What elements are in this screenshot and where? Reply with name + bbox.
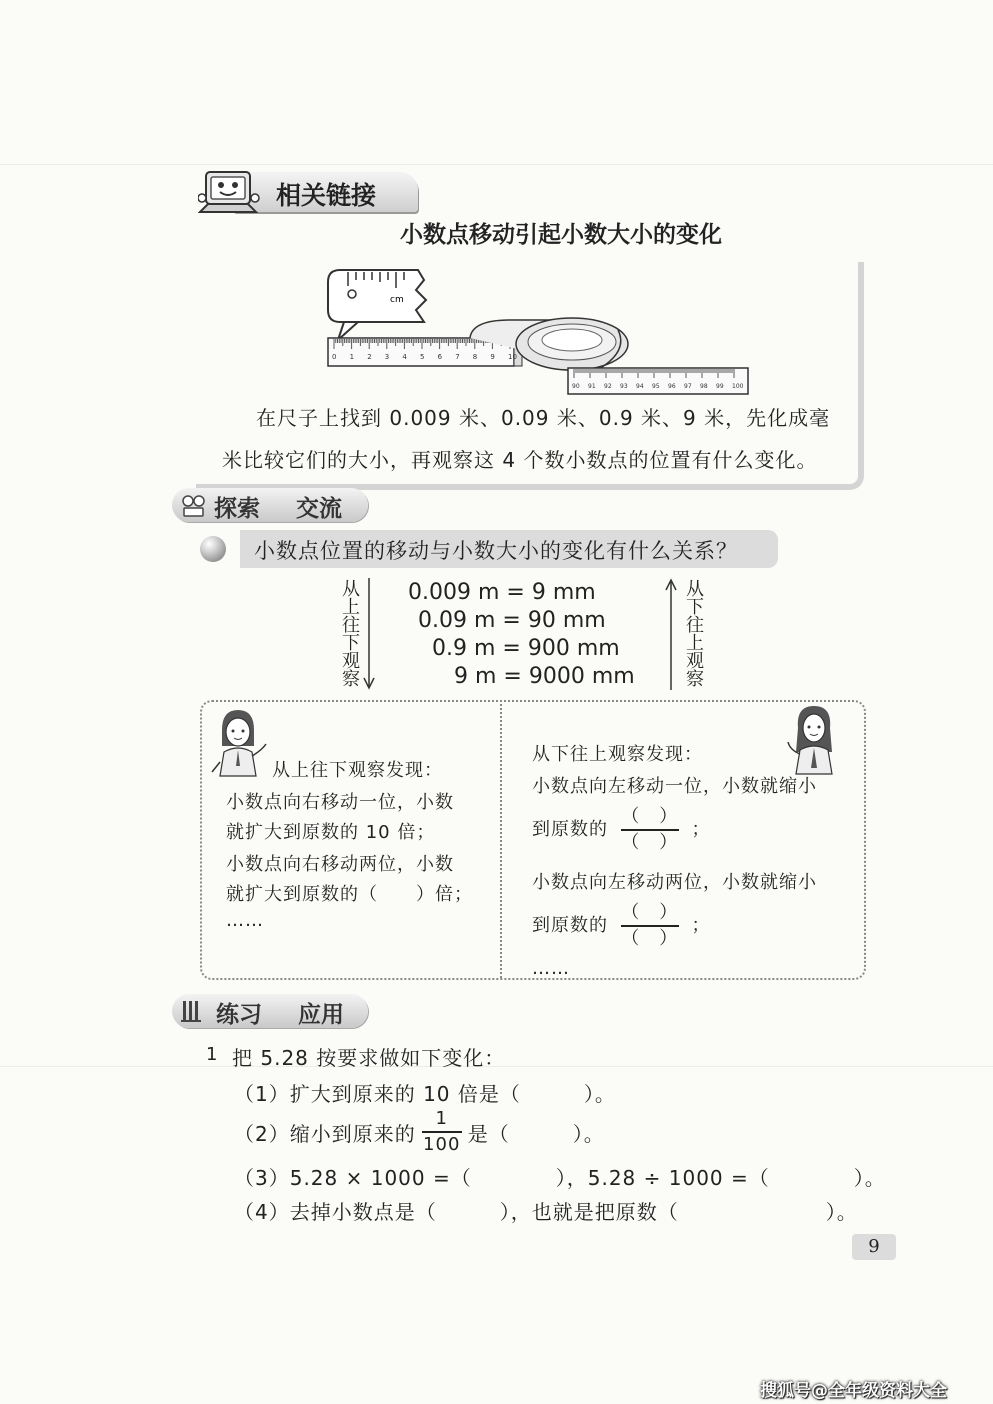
reading-children-icon	[178, 492, 208, 518]
left-panel-heading: 从上往下观察发现：	[272, 760, 443, 781]
equation-3: 0.9 m = 900 mm	[432, 636, 620, 661]
left-panel-line-4: 就扩大到原数的（ ）倍；	[226, 884, 473, 905]
right-panel-line-2	[532, 806, 710, 854]
ruler-number: 100	[732, 383, 744, 390]
ruler-number: 92	[604, 383, 612, 390]
ruler-number: 95	[652, 383, 660, 390]
right-panel-line-3: 小数点向左移动两位，小数就缩小	[532, 872, 817, 893]
ruler-number: 6	[437, 353, 443, 361]
practice-header	[172, 994, 368, 1028]
question-text: 小数点位置的移动与小数大小的变化有什么关系？	[254, 539, 738, 563]
pencil-bars-icon	[178, 998, 208, 1024]
fraction-denominator: 100	[423, 1134, 461, 1155]
intro-paragraph-line-1: 在尺子上找到 0.009 米、0.09 米、0.9 米、9 米，先化成毫	[256, 406, 831, 430]
right-panel-line-4	[532, 902, 710, 950]
ruler-number: 1	[349, 353, 355, 361]
girl-teacher-icon	[784, 702, 844, 776]
ruler-number: 7	[455, 353, 460, 361]
bullet-ball-icon	[200, 536, 226, 562]
ruler-number: 99	[716, 383, 724, 390]
part-3: （3）5.28 × 1000 =（ ），5.28 ÷ 1000 =（ ）。	[234, 1166, 886, 1190]
fraction-numerator: 1	[435, 1108, 448, 1129]
fraction-blank-2-denominator[interactable]: （ ）	[621, 928, 679, 949]
ruler-number: 94	[636, 383, 644, 390]
top-down-text: 从上往下观察	[339, 579, 360, 687]
semicolon-2: ；	[691, 915, 711, 936]
ruler-number: 96	[668, 383, 676, 390]
ruler-number: 98	[700, 383, 708, 390]
laptop-mascot-icon	[198, 168, 260, 218]
girl-student-icon	[208, 706, 270, 778]
top-down-label	[338, 574, 360, 692]
practice-label-a: 练习	[216, 1002, 262, 1028]
ruler-number: 2	[367, 353, 372, 361]
practice-label-b: 应用	[298, 1002, 344, 1028]
tape-measure-illustration	[300, 264, 760, 400]
right-panel-line-4-prefix: 到原数的	[532, 915, 608, 936]
part-2-prefix: （2）缩小到原来的	[234, 1121, 416, 1146]
observation-divider	[500, 700, 502, 978]
ruler-number: 90	[572, 383, 580, 390]
fraction-blank-1-numerator[interactable]: （ ）	[621, 806, 679, 827]
semicolon-1: ；	[691, 819, 711, 840]
ruler-number: 4	[402, 353, 407, 361]
cm-label: cm	[390, 295, 404, 305]
right-panel-line-2-prefix: 到原数的	[532, 819, 608, 840]
equation-2: 0.09 m = 90 mm	[418, 608, 606, 633]
ruler-number: 10	[508, 353, 517, 361]
fraction-blank-2	[621, 902, 679, 950]
fraction-blank-2-numerator[interactable]: （ ）	[621, 902, 679, 923]
down-arrow-icon	[362, 578, 376, 690]
ruler-number: 97	[684, 383, 692, 390]
ruler-number: 3	[384, 353, 390, 361]
explore-label-a: 探索	[214, 496, 260, 522]
explore-label-b: 交流	[296, 496, 342, 522]
part-2-suffix: 是（ ）。	[467, 1121, 605, 1146]
part-2	[234, 1108, 605, 1156]
fraction-blank-1	[621, 806, 679, 854]
watermark: 搜狐号@全年级资料大全	[760, 1381, 947, 1401]
one-hundredth-fraction	[422, 1108, 462, 1156]
question-bar	[240, 530, 778, 568]
ruler-number: 0	[332, 353, 337, 361]
left-panel-line-3: 小数点向右移动两位，小数	[226, 854, 454, 875]
related-links-label: 相关链接	[276, 181, 377, 210]
part-1: （1）扩大到原来的 10 倍是（ ）。	[234, 1082, 616, 1106]
part-4: （4）去掉小数点是（ ），也就是把原数（ ）。	[234, 1200, 858, 1224]
top-rule	[0, 164, 993, 165]
ruler-number: 5	[420, 353, 425, 361]
equation-4: 9 m = 9000 mm	[454, 664, 635, 689]
page-number: 9	[852, 1234, 896, 1260]
up-arrow-icon	[664, 578, 678, 690]
equation-1: 0.009 m = 9 mm	[408, 580, 596, 605]
question-1-number: 1	[206, 1044, 219, 1065]
left-panel-line-1: 小数点向右移动一位，小数	[226, 792, 454, 813]
intro-paragraph-line-2: 米比较它们的大小，再观察这 4 个数小数点的位置有什么变化。	[222, 448, 818, 472]
question-1-text: 把 5.28 按要求做如下变化：	[232, 1046, 506, 1070]
ruler-number: 93	[620, 383, 628, 390]
right-panel-heading: 从下往上观察发现：	[532, 744, 703, 765]
left-panel-line-2: 就扩大到原数的 10 倍；	[226, 822, 436, 843]
ruler-number: 8	[472, 353, 478, 361]
bottom-up-text: 从下往上观察	[683, 579, 704, 687]
left-panel-ellipsis: ……	[226, 910, 264, 931]
right-panel-line-1: 小数点向左移动一位，小数就缩小	[532, 776, 817, 797]
link-title: 小数点移动引起小数大小的变化	[400, 222, 722, 248]
explore-header	[172, 488, 368, 522]
ruler-number: 91	[588, 383, 596, 390]
ruler-number: 9	[490, 353, 495, 361]
right-panel-ellipsis: ……	[532, 958, 570, 979]
fraction-blank-1-denominator[interactable]: （ ）	[621, 832, 679, 853]
related-links-header	[198, 168, 418, 220]
bottom-up-label	[682, 574, 704, 692]
